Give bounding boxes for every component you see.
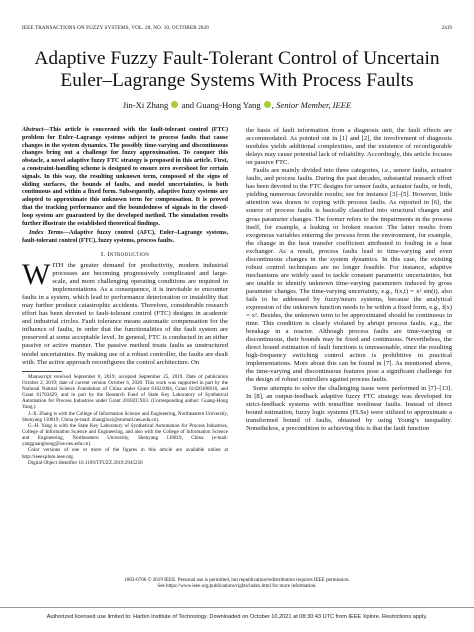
author-first: Jin-Xi Zhang [122,100,169,110]
copyright-line: 1063-6706 © 2019 IEEE. Personal use is permitted, but republication/redistribution requires IEEE permission. [124,577,350,583]
abstract-lead: Abstract [22,127,44,133]
footnote-manuscript: Manuscript received September 8, 2019; accepted September 25, 2019. Date of publication October 2, 2019; date of current version October 6, 2020. This work was supported in part by the National Natural Science Foundation of China under Grant 61621004, Grant 61420106016, and Grant 61703429, and in part by the Research Fund of State Key Laboratory of Synthetical Automation for Process Industries under Grant 2018ZCX03. (Corresponding author: Guang-Hong Yang.) [22,373,228,411]
orcid-icon[interactable] [171,101,178,108]
footnote-color: Color versions of one or more of the figures in this article are available online at http://ieeexplore.ieee.org. [22,447,228,460]
index-terms-text: —Adaptive fuzzy control (AFC), Euler–Lagrange systems, fault-tolerant control (FTC), fuzzy systems, process faults. [22,230,228,245]
footnote-doi: Digital Object Identifier 10.1109/TFUZZ.2019.2945256 [28,459,143,466]
page-number: 2419 [441,25,452,31]
licensing-banner: Authorized licensed use limited to: Harbin Institute of Technology. Downloaded on October 10,2021 at 08:30:43 UTC from IEEE Xplore. Restrictions apply. [46,614,428,620]
section-heading: I. Introduction [100,250,150,258]
author-membership: , Senior Member, IEEE [271,100,352,110]
body-paragraph: Some attempts to solve the challenging issue were performed in [7]–[13]. In [8], an output-feedback adaptive fuzzy FTC strategy was developed for strict-feedback systems with nonaffine nonlinear faults. Instead of direct bound estimation, fuzzy logic systems (FLSs) were utilized to approximate a transformed bound of faults, obtained by using Young’s inequality. Nonetheless, a precondition to achieving this is that the fault function [246,384,452,432]
intro-paragraph [22,258,228,367]
drop-cap: W [22,258,51,291]
bottom-divider [0,607,474,608]
body-paragraph: the basis of fault information from a diagnosis unit, the fault effects are accommodated. As pointed out in [1] and [2], the involvement of diagnosis modules yields additional complexities, and the existence of reconfigurable delays may cause potential lack of reliability. Accordingly, this article focuses on passive FTC. [246,127,452,167]
title-line: Euler–Lagrange Systems With Process Faults [60,70,414,91]
footnote-author-1: J.-X. Zhang is with the College of Information Science and Engineering, Northeastern University, Shenyang 110819, China (e-mail: zhangjinxi@stumail.neu.edu.cn). [22,410,228,423]
index-terms [22,230,228,246]
footnote-author-2: G.-H. Yang is with the State Key Laboratory of Synthetical Automation for Process Industries, College of Information Science and Engineering, and also with the College of Information Science and Engineering, Northeastern University, Shenyang 110819, China (e-mail: yangguanghong@ise.neu.edu.cn). [22,422,228,448]
left-column [22,127,228,466]
author-joiner: and Guang-Hong Yang [181,100,261,110]
running-header-journal: IEEE TRANSACTIONS ON FUZZY SYSTEMS, VOL. 28, NO. 10, OCTOBER 2020 [22,25,209,31]
right-column [246,127,452,433]
orcid-icon[interactable] [264,101,271,108]
body-paragraph: Faults are mainly divided into three categories, i.e., sensor faults, actuator faults, and process faults. During the past decades, substantial research effort has been devoted to the FTC designs for sensor faults, actuator faults, or both, yielding numerous favorable results; see for instance [3]–[5]. However, little attention was drawn to coping with process faults. As reported in [6], the source of process faults is basically classified into structural changes and gross parameter changes. The former refers to the impairments in the process itself, for example, a leaking or broken reactor. The latter results from exogenous variables entering the process from the environment, for example, the change in the heat transfer coefficient attributed to fouling in a heat exchanger. As a result, process faults lead to time-varying and even discontinuous changes in the system dynamics. In this case, the existing robust control techniques are no longer feasible. For instance, adaptive mechanisms are widely used to tackle constant parametric uncertainties, but are unable to identify unknown time-varying parameters induced by gross parameter changes. The time-varying uncertainty, e.g., f(x,t) = x² sin(t), also fails to be addressed by fuzzy/neuro systems, because the analytical expression of the unknown function needs to be within a fixed form, e.g., f(x) = x². Besides, the unknown term to be approximated should be continuous in time. This condition is clearly violated by abrupt process faults, e.g., the breakage in a reactor. Although process faults are time-varying or discontinuous, their bounds may be fixed and continuous. Nevertheless, the direct bound estimation of fault functions is unreasonable, since the resulting high-frequency switching control action is prohibitive in practical implementations. More about this can be found in [7]. As mentioned above, the time-varying and discontinuous features pose a significant challenge for the design of robust controllers against process faults. [246,167,452,384]
abstract [22,127,228,228]
copyright-notice [20,577,454,590]
copyright-line: See https://www.ieee.org/publications/rights/index.html for more information. [157,583,317,590]
title-line: Adaptive Fuzzy Fault-Tolerant Control of Uncertain [34,48,440,69]
author-line [20,100,454,110]
abstract-text: —This article is concerned with the fault-tolerant control (FTC) problem for Euler–Lagrange systems subject to process faults that cause changes in the system dynamics. The possibly time-varying and discontinuous changes bring out a challenge for fuzzy approximation. To conquer this obstacle, a novel adaptive fuzzy FTC strategy is proposed in this article. First, a constraint-handling scheme is designed to ensure zero overshoot for certain signals. In this way, the resulting unknown term, composed of the signs of sliding surfaces, the bounds of faults, and model uncertainties, is both continuous and within a fixed form. Subsequently, adaptive fuzzy systems are adopted to approximate this unknown term for compensation. It is proved that the tracking performance and the boundedness of signals in the closed-loop system are guaranteed by the developed method. The simulation results further illustrate the established theoretical findings. [22,127,228,227]
footnotes [22,374,228,466]
intro-caps: ITH [52,262,64,269]
index-terms-lead: Index Terms [29,230,64,237]
footnote-divider [22,371,62,372]
intro-text: the greater demand for productivity, modern industrial processes are becoming progressively complicated and large-scale, and more challenging operating conditions are required in implementations. As a consequence, it is inevitable to encounter faults in a system, which lead to performance deterioration or instability that may further produce catastrophic accidents. Therefore, considerable research effort has been devoted to fault-tolerant control (FTC) designs in academic and industrial circles. Fault tolerance means automatic compensation for the influence of faults, in order that the functionalities of the fault system are preserved at some acceptable level. In general, FTC is conducted in an either passive or active manner. The passive method treats faults as unstructured model uncertainties. By making use of a robust controller, the faults are dealt with. The active approach reconfigures the control architecture. On [22,262,228,366]
paper-title [20,48,454,92]
